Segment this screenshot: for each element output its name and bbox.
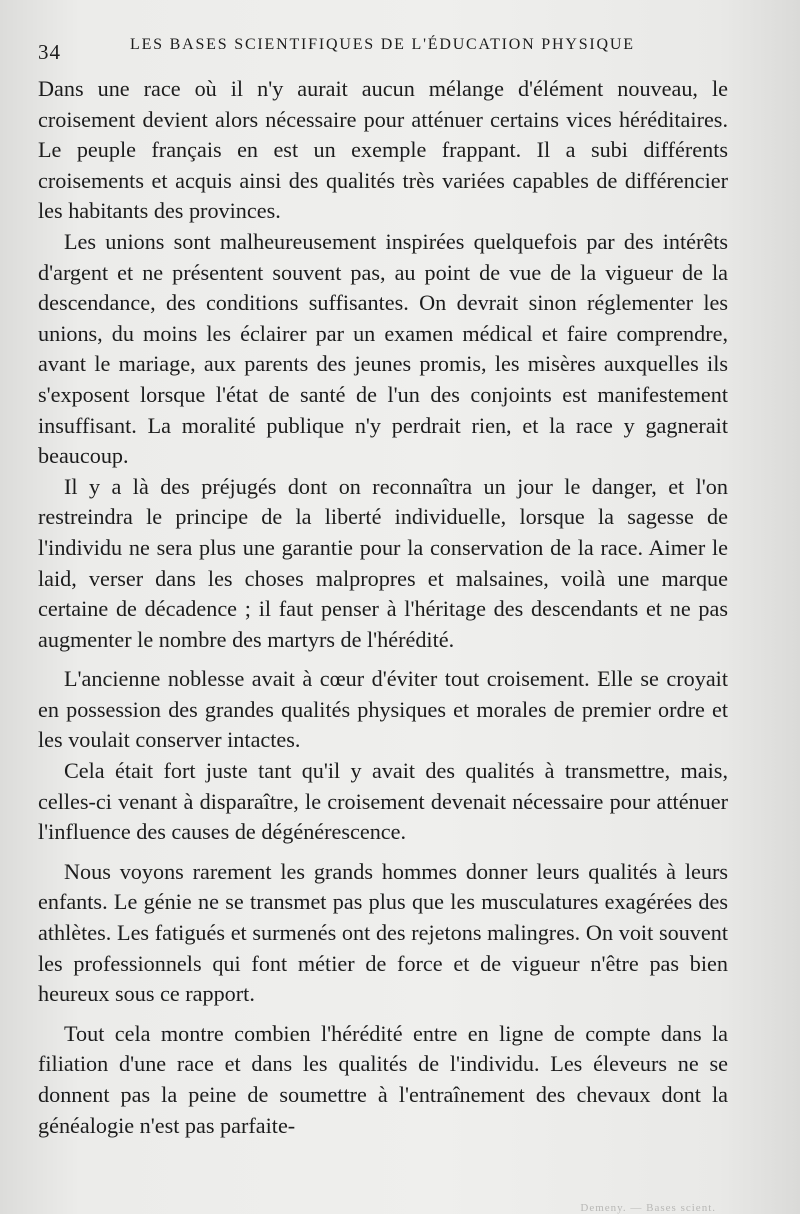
running-header	[34, 32, 740, 64]
paragraph: L'ancienne noblesse avait à cœur d'éviter tout croisement. Elle se croyait en possession des grandes qualités physiques et morales de premier ordre et les voulait conserver intactes.	[38, 666, 728, 753]
paragraph: Dans une race où il n'y aurait aucun mélange d'élément nouveau, le croisement devient alors nécessaire pour atténuer certains vices héréditaires. Le peuple français en est un exemple frappant. Il a subi différents croisements et acquis ainsi des qualités très variées capables de différencier les habitants des provinces.	[38, 76, 728, 224]
paragraph: Nous voyons rarement les grands hommes donner leurs qualités à leurs enfants. Le génie ne se transmet pas plus que les musculatures exagérées des athlètes. Les fatigués et surmenés ont des rejetons malingres. On voit souvent les professionnels qui font métier de force et de vigueur n'être pas bien heureux sous ce rapport.	[38, 858, 728, 1007]
paragraph: Cela était fort juste tant qu'il y avait des qualités à transmettre, mais, celles-ci venant à disparaître, le croisement devenait nécessaire pour atténuer l'influence des causes de dégénérescence.	[38, 758, 728, 845]
paragraph: Les unions sont malheureusement inspirées quelquefois par des intérêts d'argent et ne présentent souvent pas, au point de vue de la vigueur de la descendance, des conditions suffisantes. On devrait sinon réglementer les unions, du moins les éclairer par un examen médical et faire comprendre, avant le mariage, aux parents des jeunes promis, les misères auxquelles ils s'exposent lorsque l'état de santé de l'un des conjoints est manifestement insuffisant. La moralité publique n'y perdrait rien, et la race y gagnerait beaucoup.	[38, 228, 728, 469]
paragraph: Tout cela montre combien l'hérédité entre en ligne de compte dans la filiation d'une race et dans les qualités de l'individu. Les éleveurs ne se donnent pas la peine de soumettre à l'entraînement des chevaux dont la généalogie n'est pas parfaite-	[38, 1020, 728, 1138]
running-title: LES BASES SCIENTIFIQUES DE L'ÉDUCATION PHYSIQUE	[130, 36, 635, 53]
page-number: 34	[38, 40, 61, 64]
paragraph: Il y a là des préjugés dont on reconnaîtra un jour le danger, et l'on restreindra le principe de la liberté individuelle, lorsque la sagesse de l'individu ne sera plus une garantie pour la conservation de la race. Aimer le laid, verser dans les choses malpropres et malsaines, voilà une marque certaine de décadence ; il faut penser à l'héritage des descendants et ne pas augmenter le nombre des martyrs de l'hérédité.	[38, 473, 728, 652]
signature-mark: Demeny. — Bases scient.	[580, 1202, 716, 1214]
body-text	[38, 74, 728, 1141]
